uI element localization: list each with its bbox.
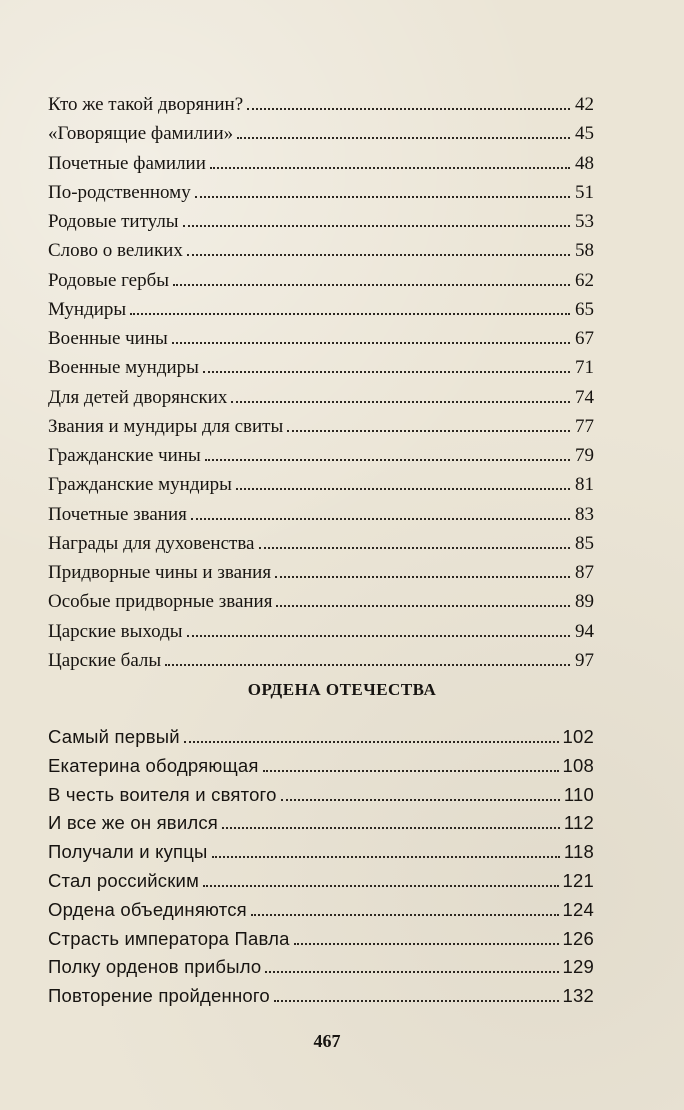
dot-leader: [222, 826, 560, 829]
toc-entry-title: Повторение пройденного: [48, 985, 270, 1007]
toc-entry-title: По-родственному: [48, 181, 191, 203]
toc-entry-page: 89: [575, 591, 594, 613]
dot-leader: [172, 341, 570, 344]
toc-entry-title: Почетные фамилии: [48, 152, 206, 174]
toc-entry: [48, 178, 594, 207]
toc-entry-title: Получали и купцы: [48, 841, 208, 863]
toc-entry: [48, 646, 594, 675]
dot-leader: [287, 429, 570, 432]
dot-leader: [251, 913, 559, 916]
toc-entry: [48, 441, 594, 470]
dot-leader: [276, 604, 570, 607]
dot-leader: [191, 517, 570, 520]
toc-entry-page: 87: [575, 562, 594, 583]
toc-entry: [48, 295, 594, 324]
toc-entry: [48, 587, 594, 616]
toc-entry: [48, 752, 594, 781]
toc-entry: [48, 723, 594, 752]
toc-entry-title: Царские балы: [48, 649, 162, 671]
toc-entry-title: В честь воителя и святого: [48, 783, 277, 805]
dot-leader: [187, 253, 570, 256]
toc-entry: [48, 867, 594, 896]
dot-leader: [203, 370, 570, 373]
toc-entry-page: 83: [575, 503, 594, 525]
toc-entry-page: 112: [563, 812, 594, 834]
toc-entry-page: 77: [575, 415, 594, 437]
toc-entry: [48, 353, 594, 382]
dot-leader: [210, 166, 570, 169]
toc-entry-title: Самый первый: [48, 726, 180, 747]
toc-entry-page: 118: [563, 841, 594, 863]
toc-entry-page: 79: [575, 445, 594, 466]
toc-entry-page: 48: [575, 152, 594, 174]
toc-entry-title: Звания и мундиры для свиты: [48, 415, 284, 437]
toc-entry-page: 81: [575, 474, 594, 496]
toc-entry-title: Ордена объединяются: [48, 898, 247, 920]
table-of-contents-top: [48, 90, 594, 675]
toc-entry: [48, 383, 594, 412]
toc-entry-page: 62: [575, 269, 594, 291]
toc-entry: [48, 953, 594, 982]
toc-entry-title: Мундиры: [48, 298, 127, 320]
dot-leader: [212, 855, 560, 858]
toc-entry-page: 132: [562, 985, 594, 1007]
toc-entry: [48, 266, 594, 295]
toc-entry-page: 45: [575, 123, 594, 145]
toc-entry-title: «Говорящие фамилии»: [48, 123, 234, 145]
dot-leader: [274, 999, 559, 1002]
toc-entry: [48, 982, 594, 1011]
dot-leader: [275, 575, 570, 578]
toc-entry: [48, 529, 594, 558]
toc-entry: [48, 558, 594, 587]
toc-entry-title: Слово о великих: [48, 240, 183, 262]
dot-leader: [130, 312, 570, 315]
page-number: 467: [313, 1031, 341, 1051]
toc-entry: [48, 896, 594, 925]
toc-entry-page: 85: [575, 532, 594, 554]
dot-leader: [173, 283, 570, 286]
toc-entry-title: И все же он явился: [48, 812, 219, 834]
toc-entry-title: Екатерина ободряющая: [48, 754, 259, 776]
table-of-contents-bottom: [48, 723, 594, 1011]
toc-entry: [48, 90, 594, 119]
dot-leader: [165, 663, 570, 666]
toc-entry-title: Стал российским: [48, 869, 199, 891]
dot-leader: [294, 942, 559, 945]
toc-entry-title: Родовые гербы: [48, 269, 170, 291]
toc-entry-page: 58: [575, 240, 594, 262]
toc-entry-page: 102: [562, 726, 594, 747]
toc-entry: [48, 838, 594, 867]
dot-leader: [265, 970, 558, 973]
dot-leader: [259, 546, 571, 549]
dot-leader: [263, 769, 559, 772]
toc-entry-page: 53: [575, 211, 594, 232]
toc-entry-title: Полку орденов прибыло: [48, 956, 262, 978]
toc-entry: [48, 500, 594, 529]
dot-leader: [205, 458, 570, 461]
toc-entry: [48, 119, 594, 148]
dot-leader: [231, 400, 570, 403]
toc-entry-title: Награды для духовенства: [48, 532, 255, 554]
toc-entry-title: Кто же такой дворянин?: [48, 94, 244, 115]
toc-entry: [48, 617, 594, 646]
toc-entry-page: 74: [575, 386, 594, 408]
toc-entry-title: Родовые титулы: [48, 211, 179, 232]
toc-entry-page: 71: [575, 357, 594, 379]
dot-leader: [187, 634, 570, 637]
toc-entry-page: 126: [562, 927, 594, 949]
toc-entry-title: Военные чины: [48, 328, 168, 349]
toc-entry: [48, 925, 594, 954]
toc-entry-page: 51: [575, 181, 594, 203]
toc-entry-page: 110: [563, 783, 594, 805]
toc-entry-title: Царские выходы: [48, 620, 183, 642]
dot-leader: [203, 884, 559, 887]
toc-entry-title: Почетные звания: [48, 503, 187, 525]
toc-entry-page: 97: [575, 649, 594, 671]
toc-entry-page: 129: [562, 956, 594, 978]
dot-leader: [183, 224, 570, 227]
dot-leader: [184, 740, 559, 743]
toc-entry-title: Придворные чины и звания: [48, 562, 272, 583]
toc-entry-page: 108: [562, 754, 594, 776]
toc-entry-page: 124: [562, 898, 594, 920]
toc-entry-title: Гражданские чины: [48, 445, 201, 466]
section-heading: ОРДЕНА ОТЕЧЕСТВА: [247, 680, 437, 699]
toc-entry-title: Особые придворные звания: [48, 591, 273, 613]
toc-entry-page: 121: [562, 869, 594, 891]
toc-entry-title: Гражданские мундиры: [48, 474, 232, 496]
toc-entry-page: 42: [575, 94, 594, 115]
toc-entry-page: 67: [575, 328, 594, 349]
dot-leader: [236, 487, 570, 490]
toc-entry-page: 65: [575, 298, 594, 320]
toc-entry: [48, 470, 594, 499]
dot-leader: [281, 798, 560, 801]
dot-leader: [237, 136, 570, 139]
toc-entry-title: Страсть императора Павла: [48, 927, 290, 949]
toc-entry-page: 94: [575, 620, 594, 642]
toc-entry: [48, 781, 594, 810]
toc-entry: [48, 236, 594, 265]
toc-entry: [48, 412, 594, 441]
toc-entry: [48, 324, 594, 353]
toc-entry-title: Для детей дворянских: [48, 386, 228, 408]
toc-entry: [48, 207, 594, 236]
dot-leader: [195, 195, 570, 198]
toc-entry: [48, 149, 594, 178]
dot-leader: [247, 107, 570, 110]
toc-entry-title: Военные мундиры: [48, 357, 199, 379]
toc-entry: [48, 809, 594, 838]
